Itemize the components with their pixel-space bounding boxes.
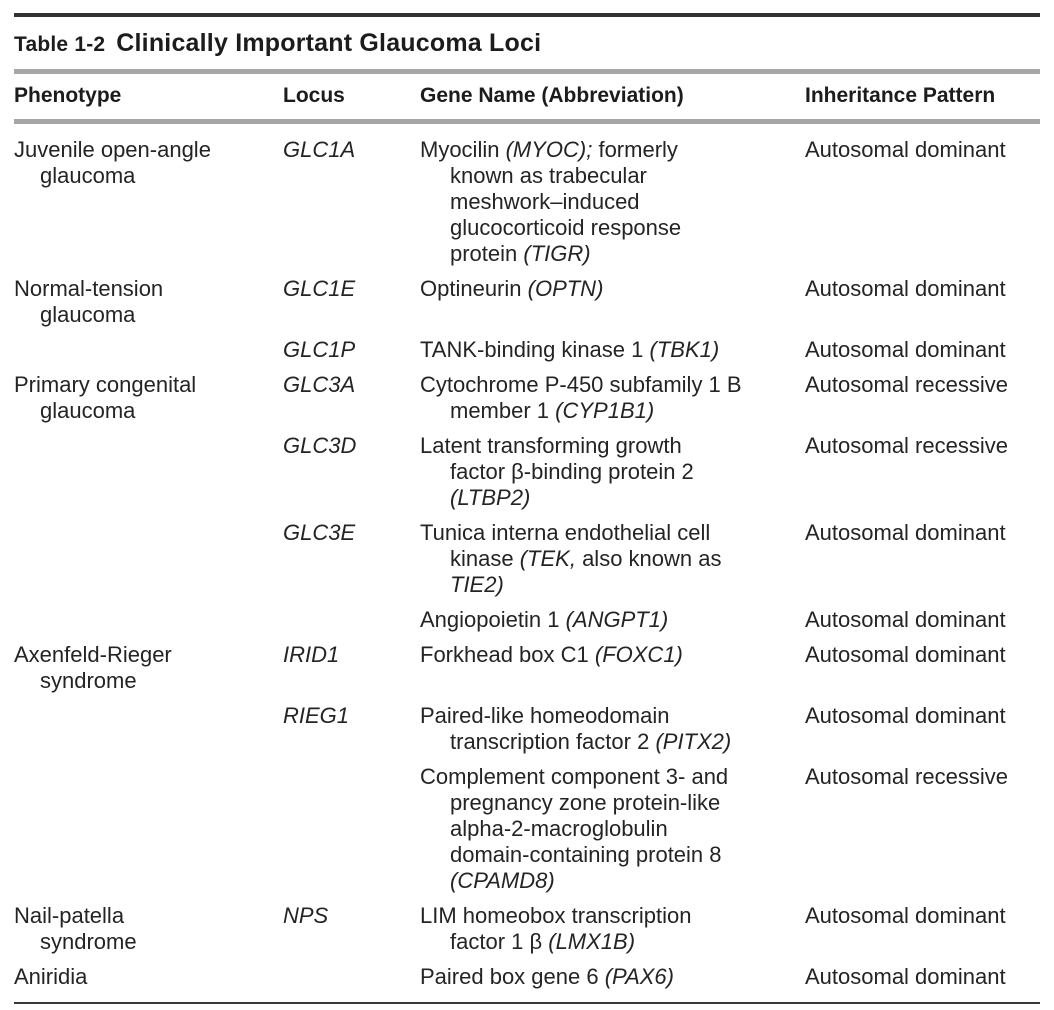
column-header-gene-name: Gene Name (Abbreviation) — [420, 84, 684, 107]
table-row — [14, 520, 1040, 598]
phenotype-cell — [14, 520, 224, 598]
locus-cell: IRID1 — [283, 642, 340, 667]
column-header-locus: Locus — [283, 84, 345, 107]
gene-name-cell: Complement component 3- and pregnancy zone protein-like alpha-2-macroglobulin domain-containing protein 8 (CPAMD8) — [420, 764, 729, 893]
locus-cell: GLC1E — [283, 276, 356, 301]
table-row — [14, 642, 1040, 694]
inheritance-cell: Autosomal recessive — [805, 372, 1008, 397]
gene-name-cell: Optineurin (OPTN) — [420, 276, 604, 301]
locus-cell: GLC3A — [283, 372, 356, 397]
table-header-row — [14, 74, 1040, 119]
inheritance-cell: Autosomal dominant — [805, 137, 1006, 162]
gene-name-cell: Cytochrome P-450 subfamily 1 B member 1 (CYP1B1) — [420, 372, 742, 423]
inheritance-cell: Autosomal dominant — [805, 703, 1006, 728]
inheritance-cell: Autosomal dominant — [805, 520, 1006, 545]
top-rule — [14, 13, 1040, 17]
locus-cell — [283, 964, 420, 990]
gene-name-cell: Tunica interna endothelial cell kinase (TEK, also known as TIE2) — [420, 520, 722, 597]
gene-name-cell: Paired-like homeodomain transcription factor 2 (PITX2) — [420, 703, 732, 754]
inheritance-cell: Autosomal dominant — [805, 337, 1006, 362]
gene-name-cell: Forkhead box C1 (FOXC1) — [420, 642, 683, 667]
table-number-label: Table 1-2 — [14, 33, 106, 56]
phenotype-cell — [14, 433, 224, 511]
locus-cell — [283, 764, 420, 894]
table-row — [14, 964, 1040, 990]
table-row — [14, 903, 1040, 955]
locus-cell: NPS — [283, 903, 329, 928]
gene-name-cell: Angiopoietin 1 (ANGPT1) — [420, 607, 669, 632]
phenotype-cell: Nail-patella syndrome — [14, 903, 137, 954]
inheritance-cell: Autosomal recessive — [805, 764, 1008, 789]
table-row — [14, 703, 1040, 755]
inheritance-cell: Autosomal recessive — [805, 433, 1008, 458]
locus-cell: GLC1P — [283, 337, 356, 362]
locus-cell: GLC3E — [283, 520, 356, 545]
table-row — [14, 607, 1040, 633]
phenotype-cell — [14, 337, 224, 363]
inheritance-cell: Autosomal dominant — [805, 964, 1006, 989]
phenotype-cell: Normal-tension glaucoma — [14, 276, 164, 327]
gene-name-cell: Myocilin (MYOC); formerly known as trabecular meshwork–induced glucocorticoid response protein (TIGR) — [420, 137, 682, 266]
table-body — [14, 124, 1040, 990]
table-title: Clinically Important Glaucoma Loci — [116, 29, 542, 57]
table-row — [14, 276, 1040, 328]
locus-cell: RIEG1 — [283, 703, 350, 728]
table-row — [14, 337, 1040, 363]
table-row — [14, 137, 1040, 267]
table-caption — [14, 29, 1040, 58]
phenotype-cell — [14, 764, 224, 894]
table-row — [14, 433, 1040, 511]
locus-cell: GLC3D — [283, 433, 357, 458]
phenotype-cell: Aniridia — [14, 964, 88, 989]
phenotype-cell — [14, 607, 224, 633]
inheritance-cell: Autosomal dominant — [805, 903, 1006, 928]
phenotype-cell — [14, 703, 224, 755]
inheritance-cell: Autosomal dominant — [805, 642, 1006, 667]
locus-cell: GLC1A — [283, 137, 356, 162]
inheritance-cell: Autosomal dominant — [805, 607, 1006, 632]
gene-name-cell: LIM homeobox transcription factor 1 β (LMX1B) — [420, 903, 692, 954]
table-row — [14, 764, 1040, 894]
phenotype-cell: Juvenile open-angle glaucoma — [14, 137, 211, 188]
gene-name-cell: Latent transforming growth factor β-binding protein 2 (LTBP2) — [420, 433, 694, 510]
column-header-phenotype: Phenotype — [14, 84, 122, 107]
gene-name-cell: TANK-binding kinase 1 (TBK1) — [420, 337, 720, 362]
gene-name-cell: Paired box gene 6 (PAX6) — [420, 964, 674, 989]
locus-cell — [283, 607, 420, 633]
phenotype-cell: Axenfeld-Rieger syndrome — [14, 642, 172, 693]
phenotype-cell: Primary congenital glaucoma — [14, 372, 197, 423]
bottom-rule — [14, 1002, 1040, 1004]
inheritance-cell: Autosomal dominant — [805, 276, 1006, 301]
column-header-inheritance: Inheritance Pattern — [805, 84, 996, 107]
table-row — [14, 372, 1040, 424]
